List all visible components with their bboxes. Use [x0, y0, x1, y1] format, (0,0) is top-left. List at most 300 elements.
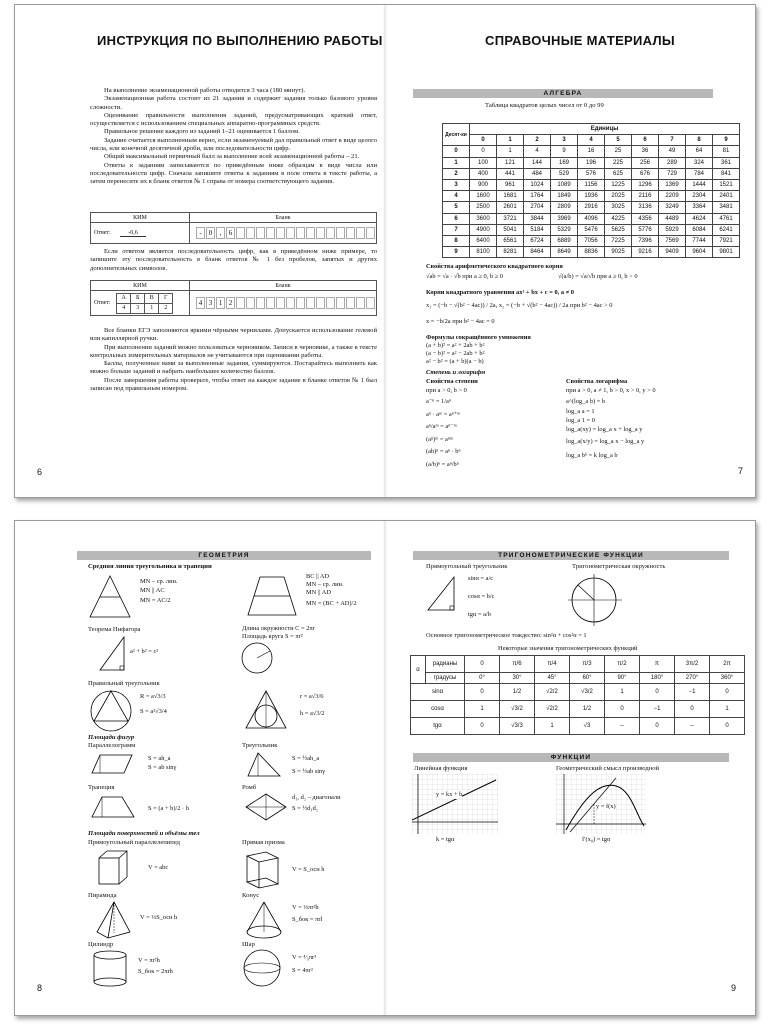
- log-formula: log_a 1 = 0: [566, 417, 595, 424]
- square-cell: 2401: [713, 191, 740, 202]
- trig-value-cell: √3: [570, 718, 605, 735]
- reg-tri-S: S = a²√3/4: [140, 708, 167, 715]
- trig-value-cell: √2/2: [535, 701, 570, 718]
- square-cell: 400: [470, 168, 497, 179]
- letter-digit-table: [116, 293, 173, 314]
- unit-header-cell: 0: [470, 135, 497, 146]
- section-band-functions: ФУНКЦИИ: [413, 753, 729, 762]
- blank-cells: [190, 291, 377, 316]
- answer-cell: ,: [216, 227, 225, 239]
- square-cell: 196: [578, 157, 605, 168]
- answer-cell-empty: [346, 227, 355, 239]
- answer-cell-empty: [286, 227, 295, 239]
- page-fold: [383, 521, 387, 1015]
- paragraph: Экзаменационная работа состоит из 21 задания и содержит задания только базового уровня сложности.: [90, 95, 377, 111]
- trig-value-cell: 0: [640, 684, 675, 701]
- square-cell: 1156: [578, 179, 605, 190]
- answer-label: Ответ:: [94, 230, 111, 236]
- trig-value-cell: 0: [465, 684, 500, 701]
- tens-cell: 5: [443, 202, 470, 213]
- answer-cell-empty: [246, 297, 255, 309]
- right-triangle-title: Прямоугольный треугольник: [426, 563, 508, 570]
- tens-header: Десят-ки: [443, 124, 470, 146]
- trig-row: [411, 684, 745, 701]
- midline-trap-formula: BC || AD: [306, 573, 330, 580]
- square-cell: 1681: [497, 191, 524, 202]
- trig-degree-cell: 0°: [465, 673, 500, 684]
- trig-value-cell: −1: [640, 701, 675, 718]
- squares-table-title: Таблица квадратов целых чисел от 0 до 99: [485, 102, 604, 109]
- square-cell: 9: [551, 146, 578, 157]
- trig-degree-cell: 270°: [675, 673, 710, 684]
- letter-cell: Г: [159, 293, 173, 303]
- parallelogram-formula: S = ab sinγ: [148, 764, 177, 771]
- square-cell: 9801: [713, 247, 740, 258]
- reg-tri-r: r = a√3/6: [300, 693, 324, 700]
- square-cell: 8649: [551, 247, 578, 258]
- prism-title: Прямая призма: [242, 839, 285, 846]
- answer-cell: 2: [226, 297, 235, 309]
- answer-cell-empty: [236, 297, 245, 309]
- answer-cell-empty: [296, 297, 305, 309]
- trig-head-cell: 3π/2: [675, 656, 710, 673]
- square-cell: 1296: [632, 179, 659, 190]
- square-cell: 9216: [632, 247, 659, 258]
- answer-cell-empty: [256, 297, 265, 309]
- unit-header-cell: 7: [659, 135, 686, 146]
- trig-identity: Основное тригонометрическое тождество: sin²α + cos²α = 1: [426, 632, 587, 639]
- rhombus-formula: S = ½d₁d₂: [292, 805, 318, 812]
- log-formula: log_a a = 1: [566, 408, 595, 415]
- square-cell: 1369: [659, 179, 686, 190]
- box-figure: [96, 848, 130, 888]
- inscribed-circle-figure: [242, 688, 290, 732]
- square-cell: 5041: [497, 224, 524, 235]
- squares-row: [443, 157, 740, 168]
- trig-head-cell: π/3: [570, 656, 605, 673]
- squares-row: [443, 179, 740, 190]
- quadratic-title: Корни квадратного уравнения ax² + bx + c = 0, a ≠ 0: [426, 289, 574, 296]
- log-condition: при a > 0, a ≠ 1, b > 0, x > 0, y > 0: [566, 387, 656, 394]
- page-title: ИНСТРУКЦИЯ ПО ВЫПОЛНЕНИЮ РАБОТЫ: [97, 33, 383, 48]
- digit-cell: 4: [117, 303, 131, 313]
- triangle-midline-figure: [86, 573, 134, 621]
- answer-cell: 4: [196, 297, 205, 309]
- square-cell: 729: [659, 168, 686, 179]
- answer-cell: 0: [206, 227, 215, 239]
- square-cell: 676: [632, 168, 659, 179]
- degree-log-title: Степень и логарифм: [426, 369, 486, 376]
- sqrt-formula-1: √ab = √a · √b при a ≥ 0, b ≥ 0: [426, 273, 503, 280]
- square-cell: 8836: [578, 247, 605, 258]
- square-cell: 4489: [659, 213, 686, 224]
- tens-cell: 6: [443, 213, 470, 224]
- answer-cell: 6: [226, 227, 235, 239]
- trig-value-cell: 0: [640, 718, 675, 735]
- midline-trap-formula: MN || AD: [306, 589, 331, 596]
- square-cell: 6561: [497, 235, 524, 246]
- square-cell: 5929: [659, 224, 686, 235]
- cone-formula: S_бок = πrl: [292, 916, 323, 923]
- trig-value-cell: 0: [675, 701, 710, 718]
- page-number: 7: [738, 466, 744, 476]
- answer-example-1: [90, 212, 377, 244]
- degree-formula: (ab)ⁿ = aⁿ · bⁿ: [426, 448, 461, 455]
- squares-row: [443, 191, 740, 202]
- answer-cell-empty: [236, 227, 245, 239]
- log-formula: log_a(xy) = log_a x + log_a y: [566, 426, 643, 433]
- trig-value-cell: √3/3: [500, 718, 535, 735]
- square-cell: 6724: [524, 235, 551, 246]
- trig-head-cell: π: [640, 656, 675, 673]
- kim-header: КИМ: [91, 213, 190, 223]
- square-cell: 7744: [686, 235, 713, 246]
- square-cell: 3025: [605, 202, 632, 213]
- squares-body: [443, 146, 740, 258]
- spread-top: [14, 4, 756, 498]
- mult-formula: (a + b)² = a² + 2ab + b²: [426, 342, 485, 349]
- page-6: [15, 5, 385, 497]
- square-cell: 3969: [551, 213, 578, 224]
- unit-header-cell: 3: [551, 135, 578, 146]
- trig-head-cell: 2π: [710, 656, 745, 673]
- square-cell: 7056: [578, 235, 605, 246]
- tg-def: tgα = a/b: [468, 611, 491, 618]
- square-cell: 4: [524, 146, 551, 157]
- answer-cell: -: [196, 227, 205, 239]
- triangle-title: Треугольник: [242, 742, 278, 749]
- square-cell: 3600: [470, 213, 497, 224]
- trig-row: [411, 718, 745, 735]
- reg-tri-h: h = a√3/2: [300, 710, 325, 717]
- answer-cell-empty: [276, 297, 285, 309]
- rhombus-title: Ромб: [242, 784, 257, 791]
- section-band-trig: ТРИГОНОМЕТРИЧЕСКИЕ ФУНКЦИИ: [413, 551, 729, 560]
- answer-example-2: [90, 280, 377, 316]
- unit-header-cell: 6: [632, 135, 659, 146]
- rhombus-formula: d₁, d₂ – диагонали: [292, 794, 341, 801]
- paragraph: Задание считается выполненным верно, если экзаменуемый дал правильный ответ в виде целого числа, или конечной десятичной дроби, или последовательности цифр.: [90, 136, 377, 153]
- units-header: Единицы: [470, 124, 740, 135]
- log-formula: a^(log_a b) = b: [566, 398, 606, 405]
- square-cell: 64: [686, 146, 713, 157]
- box-formula: V = abc: [148, 864, 169, 871]
- trig-value-cell: √3/2: [570, 684, 605, 701]
- answer-cell-empty: [366, 227, 375, 239]
- answer-cell-empty: [316, 227, 325, 239]
- tens-cell: 3: [443, 179, 470, 190]
- square-cell: 2601: [497, 202, 524, 213]
- unit-header-cell: 8: [686, 135, 713, 146]
- section-band-algebra: АЛГЕБРА: [413, 89, 713, 98]
- squares-row: [443, 168, 740, 179]
- answer-cell-empty: [366, 297, 375, 309]
- kim-answer: [91, 223, 190, 244]
- unit-header-cell: 1: [497, 135, 524, 146]
- trig-head-cell: π/6: [500, 656, 535, 673]
- answer-cell-empty: [326, 297, 335, 309]
- trig-row: [411, 701, 745, 718]
- circle-figure: [240, 641, 274, 675]
- square-cell: 1764: [524, 191, 551, 202]
- square-cell: 256: [632, 157, 659, 168]
- areas-title: Площади фигур: [88, 734, 135, 741]
- degree-formula: (aⁿ)ᵐ = aⁿᵐ: [426, 436, 454, 443]
- square-cell: 841: [713, 168, 740, 179]
- square-cell: 1024: [524, 179, 551, 190]
- squares-row: [443, 213, 740, 224]
- trig-degree-cell: 60°: [570, 673, 605, 684]
- square-cell: 1225: [605, 179, 632, 190]
- answer-cell: 3: [206, 297, 215, 309]
- tens-cell: 8: [443, 235, 470, 246]
- mult-formula: (a − b)² = a² − 2ab + b²: [426, 350, 485, 357]
- sphere-formula: V = ⁴⁄₃πr³: [292, 954, 317, 961]
- closing-paragraphs: [90, 327, 377, 393]
- trig-body: [411, 684, 745, 735]
- trig-func-cell: cosα: [411, 701, 465, 718]
- square-cell: 4624: [686, 213, 713, 224]
- circumscribed-triangle-figure: [88, 688, 134, 732]
- midline-tri-formula: MN – ср. лин.: [140, 578, 178, 585]
- answer-cell-empty: [316, 297, 325, 309]
- square-cell: 8281: [497, 247, 524, 258]
- square-cell: 9025: [605, 247, 632, 258]
- triangle-formula: S = ½ab sinγ: [292, 768, 326, 775]
- blank-header: Бланк: [190, 213, 377, 223]
- page-number: 6: [37, 467, 43, 477]
- square-cell: 3364: [686, 202, 713, 213]
- unit-header-cell: 5: [605, 135, 632, 146]
- trig-value-cell: 0: [710, 718, 745, 735]
- sphere-figure: [242, 948, 282, 988]
- answer-cells: [196, 227, 376, 239]
- kim-answer: [91, 291, 190, 316]
- trig-degree-cell: градусы: [426, 673, 465, 684]
- tens-cell: 4: [443, 191, 470, 202]
- blank-cells: [190, 223, 377, 244]
- trig-degree-cell: 90°: [605, 673, 640, 684]
- square-cell: 1849: [551, 191, 578, 202]
- trig-degree-cell: 180°: [640, 673, 675, 684]
- square-cell: 7921: [713, 235, 740, 246]
- square-cell: 2916: [578, 202, 605, 213]
- square-cell: 6889: [551, 235, 578, 246]
- cylinder-figure: [90, 949, 130, 989]
- square-cell: 2304: [686, 191, 713, 202]
- letter-cell: А: [117, 293, 131, 303]
- square-cell: 6241: [713, 224, 740, 235]
- linear-function-title: Линейная функция: [414, 765, 468, 772]
- paragraph: Все бланки ЕГЭ заполняются яркими чёрными чернилами. Допускается использование гелевой или капиллярной ручки.: [90, 327, 377, 343]
- square-cell: 3481: [713, 202, 740, 213]
- trig-degree-row: [411, 673, 745, 684]
- trig-degree-cell: 45°: [535, 673, 570, 684]
- answer-label: Ответ:: [94, 300, 111, 306]
- squares-table: [442, 123, 740, 258]
- square-cell: 4225: [605, 213, 632, 224]
- answer-cell-empty: [266, 227, 275, 239]
- quadratic-formula-1: x₁ = (−b − √(b² − 4ac)) / 2a, x₂ = (−b + √(b² − 4ac)) / 2a при b² − 4ac > 0: [426, 302, 613, 309]
- answer-cell-empty: [326, 227, 335, 239]
- square-cell: 8464: [524, 247, 551, 258]
- multiplication-title: Формулы сокращённого умножения: [426, 334, 531, 341]
- parallelogram-figure: [88, 752, 136, 776]
- square-cell: 529: [551, 168, 578, 179]
- squares-row: [443, 247, 740, 258]
- sphere-title: Шар: [242, 941, 255, 948]
- log-title: Свойства логарифма: [566, 378, 628, 385]
- pythagoras-formula: a² + b² = c²: [130, 648, 159, 655]
- degree-formula: (a/b)ⁿ = aⁿ/bⁿ: [426, 461, 459, 468]
- pyramid-figure: [94, 900, 134, 940]
- paragraph: Правильное решение каждого из заданий 1–21 оценивается 1 баллом.: [104, 128, 300, 136]
- sqrt-formula-2: √(a/b) = √a/√b при a ≥ 0, b > 0: [558, 273, 638, 280]
- midline-trap-formula: MN = (BC + AD)/2: [306, 600, 357, 607]
- unit-header-cell: 9: [713, 135, 740, 146]
- cylinder-formula: S_бок = 2πrh: [138, 968, 173, 975]
- square-cell: 3844: [524, 213, 551, 224]
- sin-def: sinα = a/c: [468, 575, 494, 582]
- square-cell: 144: [524, 157, 551, 168]
- trig-head-cell: π/4: [535, 656, 570, 673]
- square-cell: 5476: [578, 224, 605, 235]
- answer-value: -0,6: [120, 230, 146, 237]
- midline-tri-formula: MN = AC/2: [140, 597, 171, 604]
- regular-triangle-title: Правильный треугольник: [88, 680, 160, 687]
- paragraph: Ответы к заданиям записываются по приведённым ниже образцам в виде числа или последовательности цифр. Сначала запишите ответы к заданиям в поле ответа в тексте работы, а затем перенесите их в бланк ответов № 1 справа от номера соответствующего задания.: [90, 161, 377, 186]
- answer-cell-empty: [246, 227, 255, 239]
- unit-circle-title: Тригонометрическая окружность: [572, 563, 666, 570]
- derivative-equation: y = f(x): [596, 803, 616, 810]
- degree-formula: a⁻ⁿ = 1/aⁿ: [426, 398, 451, 405]
- trig-value-cell: −1: [675, 684, 710, 701]
- answer-cell-empty: [276, 227, 285, 239]
- trig-value-cell: √2/2: [535, 684, 570, 701]
- triangle-figure: [244, 750, 284, 780]
- square-cell: 900: [470, 179, 497, 190]
- answer-cell-empty: [336, 297, 345, 309]
- trig-value-cell: 1/2: [570, 701, 605, 718]
- blank-header: Бланк: [190, 281, 377, 291]
- square-cell: 9409: [659, 247, 686, 258]
- midline-tri-formula: MN || AC: [140, 587, 165, 594]
- square-cell: 25: [605, 146, 632, 157]
- square-cell: 5329: [551, 224, 578, 235]
- cone-title: Конус: [242, 892, 260, 899]
- trig-value-cell: –: [605, 718, 640, 735]
- squares-row: [443, 146, 740, 157]
- trig-value-cell: 0: [605, 701, 640, 718]
- degree-condition: при a > 0, b > 0: [426, 387, 467, 394]
- square-cell: 625: [605, 168, 632, 179]
- squares-row: [443, 235, 740, 246]
- answer-cell-empty: [336, 227, 345, 239]
- square-cell: 2809: [551, 202, 578, 213]
- square-cell: 5625: [605, 224, 632, 235]
- prism-formula: V = S_осн h: [292, 866, 325, 873]
- square-cell: 5184: [524, 224, 551, 235]
- derivative-title: Геометрический смысл производной: [556, 765, 660, 772]
- trig-value-cell: 1: [535, 718, 570, 735]
- trig-value-cell: 1: [605, 684, 640, 701]
- rhombus-figure: [244, 792, 288, 822]
- cone-formula: V = ⅓πr²h: [292, 904, 319, 911]
- log-formula: log_a(x/y) = log_a x − log_a y: [566, 438, 645, 445]
- linear-equation: y = kx + b: [436, 791, 463, 798]
- midline-trap-formula: MN – ср. лин.: [306, 581, 344, 588]
- square-cell: 576: [578, 168, 605, 179]
- square-cell: 361: [713, 157, 740, 168]
- square-cell: 7225: [605, 235, 632, 246]
- pyramid-title: Пирамида: [88, 892, 117, 899]
- trig-head-cell: π/2: [605, 656, 640, 673]
- answer-cell-empty: [306, 297, 315, 309]
- right-triangle-figure: [96, 634, 130, 674]
- answer-cell-empty: [296, 227, 305, 239]
- degree-formula: aⁿ · aᵐ = aⁿ⁺ᵐ: [426, 411, 461, 418]
- parallelogram-title: Параллелограмм: [88, 742, 136, 749]
- instruction-paragraphs: [90, 87, 377, 187]
- square-cell: 3721: [497, 213, 524, 224]
- square-cell: 441: [497, 168, 524, 179]
- square-cell: 4096: [578, 213, 605, 224]
- unit-header-cell: 4: [578, 135, 605, 146]
- trig-head-cell: радианы: [426, 656, 465, 673]
- square-cell: 49: [659, 146, 686, 157]
- square-cell: 1936: [578, 191, 605, 202]
- circumference-formula: Длина окружности C = 2πr: [242, 625, 315, 632]
- page-number: 9: [731, 983, 737, 993]
- square-cell: 81: [713, 146, 740, 157]
- letter-cell: Б: [131, 293, 145, 303]
- digit-cell: 1: [145, 303, 159, 313]
- sqrt-title: Свойства арифметического квадратного корня: [426, 263, 563, 270]
- trig-values-title: Некоторые значения тригонометрических функций: [498, 645, 638, 652]
- trig-value-cell: –: [675, 718, 710, 735]
- degree-formula: aⁿ/aᵐ = aⁿ⁻ᵐ: [426, 423, 457, 430]
- square-cell: 1444: [686, 179, 713, 190]
- square-cell: 7569: [659, 235, 686, 246]
- trig-func-cell: tgα: [411, 718, 465, 735]
- square-cell: 169: [551, 157, 578, 168]
- tens-cell: 1: [443, 157, 470, 168]
- cone-figure: [244, 900, 284, 940]
- square-cell: 7396: [632, 235, 659, 246]
- square-cell: 3249: [659, 202, 686, 213]
- circle-area-formula: Площадь круга S = πr²: [242, 633, 303, 640]
- linear-caption: k = tgα: [436, 836, 455, 843]
- paragraph: Оценивание правильности выполнения заданий, предусматривающих краткий ответ, осуществляется с использованием специальных аппаратно-программных средств.: [90, 111, 377, 128]
- square-cell: 2500: [470, 202, 497, 213]
- reg-tri-R: R = a√3/3: [140, 693, 166, 700]
- paragraph: При выполнении заданий можно пользоваться черновиком. Записи в черновике, а также в тексте контрольных измерительных материалов не учитываются при оценивании работы.: [90, 343, 377, 359]
- units-row: [443, 135, 740, 146]
- mult-formula: a² − b² = (a + b)(a − b): [426, 358, 484, 365]
- squares-row: [443, 202, 740, 213]
- square-cell: 5776: [632, 224, 659, 235]
- answer-cell-empty: [306, 227, 315, 239]
- trig-value-cell: √3/2: [500, 701, 535, 718]
- answer-cell-empty: [286, 297, 295, 309]
- middle-paragraph: [90, 248, 377, 273]
- answer-cell-empty: [346, 297, 355, 309]
- square-cell: 1: [497, 146, 524, 157]
- square-cell: 484: [524, 168, 551, 179]
- trig-values-table: [410, 655, 745, 735]
- square-cell: 2209: [659, 191, 686, 202]
- section-band-geometry: ГЕОМЕТРИЯ: [77, 551, 371, 560]
